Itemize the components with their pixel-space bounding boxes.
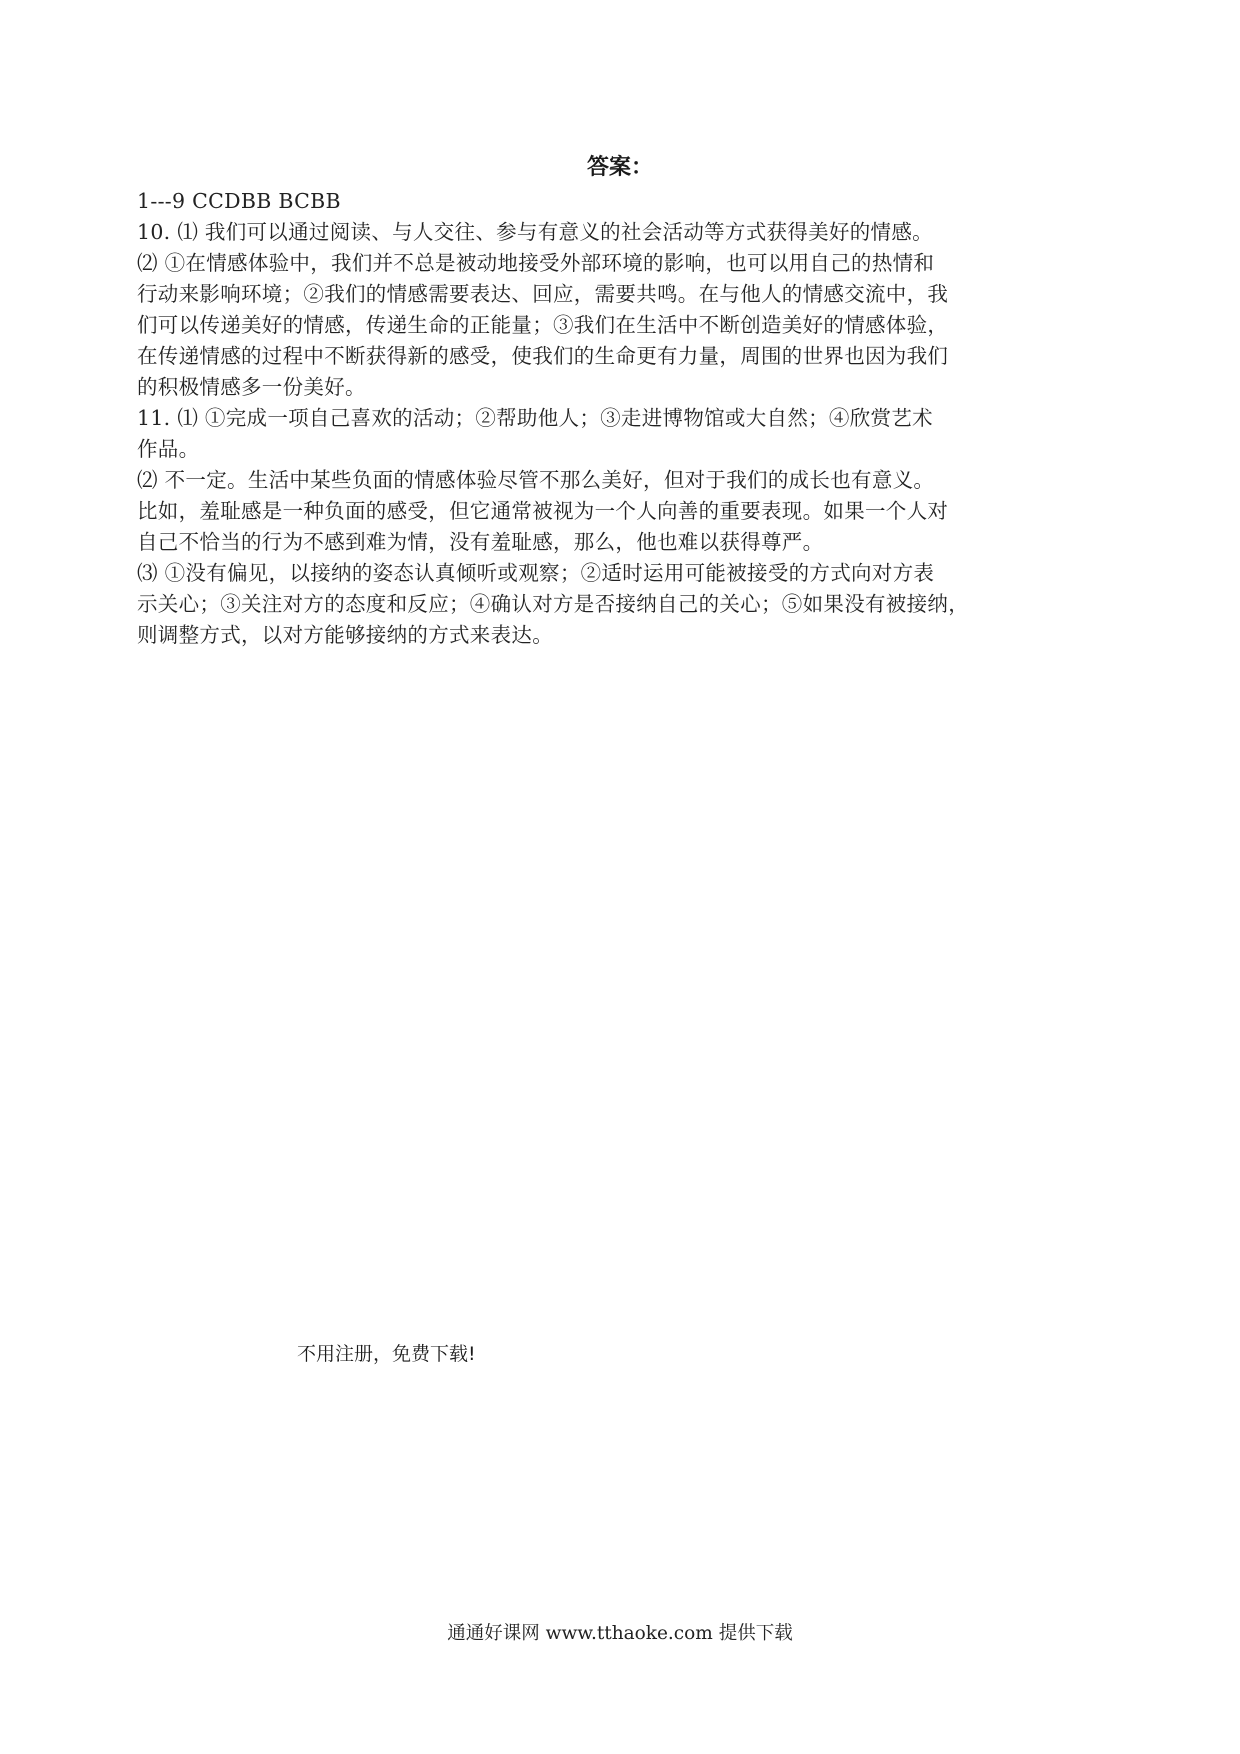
answer-line: 行动来影响环境；②我们的情感需要表达、回应，需要共鸣。在与他人的情感交流中，我 [137,282,949,306]
answer-line: 11. ⑴ ①完成一项自己喜欢的活动；②帮助他人；③走进博物馆或大自然；④欣赏艺术 [137,406,933,430]
promo-text: 不用注册，免费下载! [297,1343,476,1365]
answer-line: 示关心；③关注对方的态度和反应；④确认对方是否接纳自己的关心；⑤如果没有被接纳， [137,592,969,616]
answer-line: ⑵ ①在情感体验中，我们并不总是被动地接受外部环境的影响，也可以用自己的热情和 [137,251,935,275]
answer-line: ⑶ ①没有偏见，以接纳的姿态认真倾听或观察；②适时运用可能被接受的方式向对方表 [137,561,935,585]
answer-line: 们可以传递美好的情感，传递生命的正能量；③我们在生活中不断创造美好的情感体验， [137,313,949,337]
answer-line: 在传递情感的过程中不断获得新的感受，使我们的生命更有力量，周围的世界也因为我们 [137,344,949,368]
answer-line: 作品。 [137,437,200,461]
page-title: 答案： [586,155,653,180]
answer-block [137,186,1103,651]
answer-line: 比如，羞耻感是一种负面的感受，但它通常被视为一个人向善的重要表现。如果一个人对 [137,499,949,523]
answer-line: 的积极情感多一份美好。 [137,375,366,399]
answer-line: 1---9 CCDBB BCBB [137,189,341,213]
answer-line: 自己不恰当的行为不感到难为情，没有羞耻感，那么，他也难以获得尊严。 [137,530,824,554]
answer-line: 则调整方式，以对方能够接纳的方式来表达。 [137,623,553,647]
answer-line: 10. ⑴ 我们可以通过阅读、与人交往、参与有意义的社会活动等方式获得美好的情感。 [137,220,933,244]
answer-line: ⑵ 不一定。生活中某些负面的情感体验尽管不那么美好，但对于我们的成长也有意义。 [137,468,935,492]
site-footer: 通通好课网 www.tthaoke.com 提供下载 [447,1623,793,1644]
